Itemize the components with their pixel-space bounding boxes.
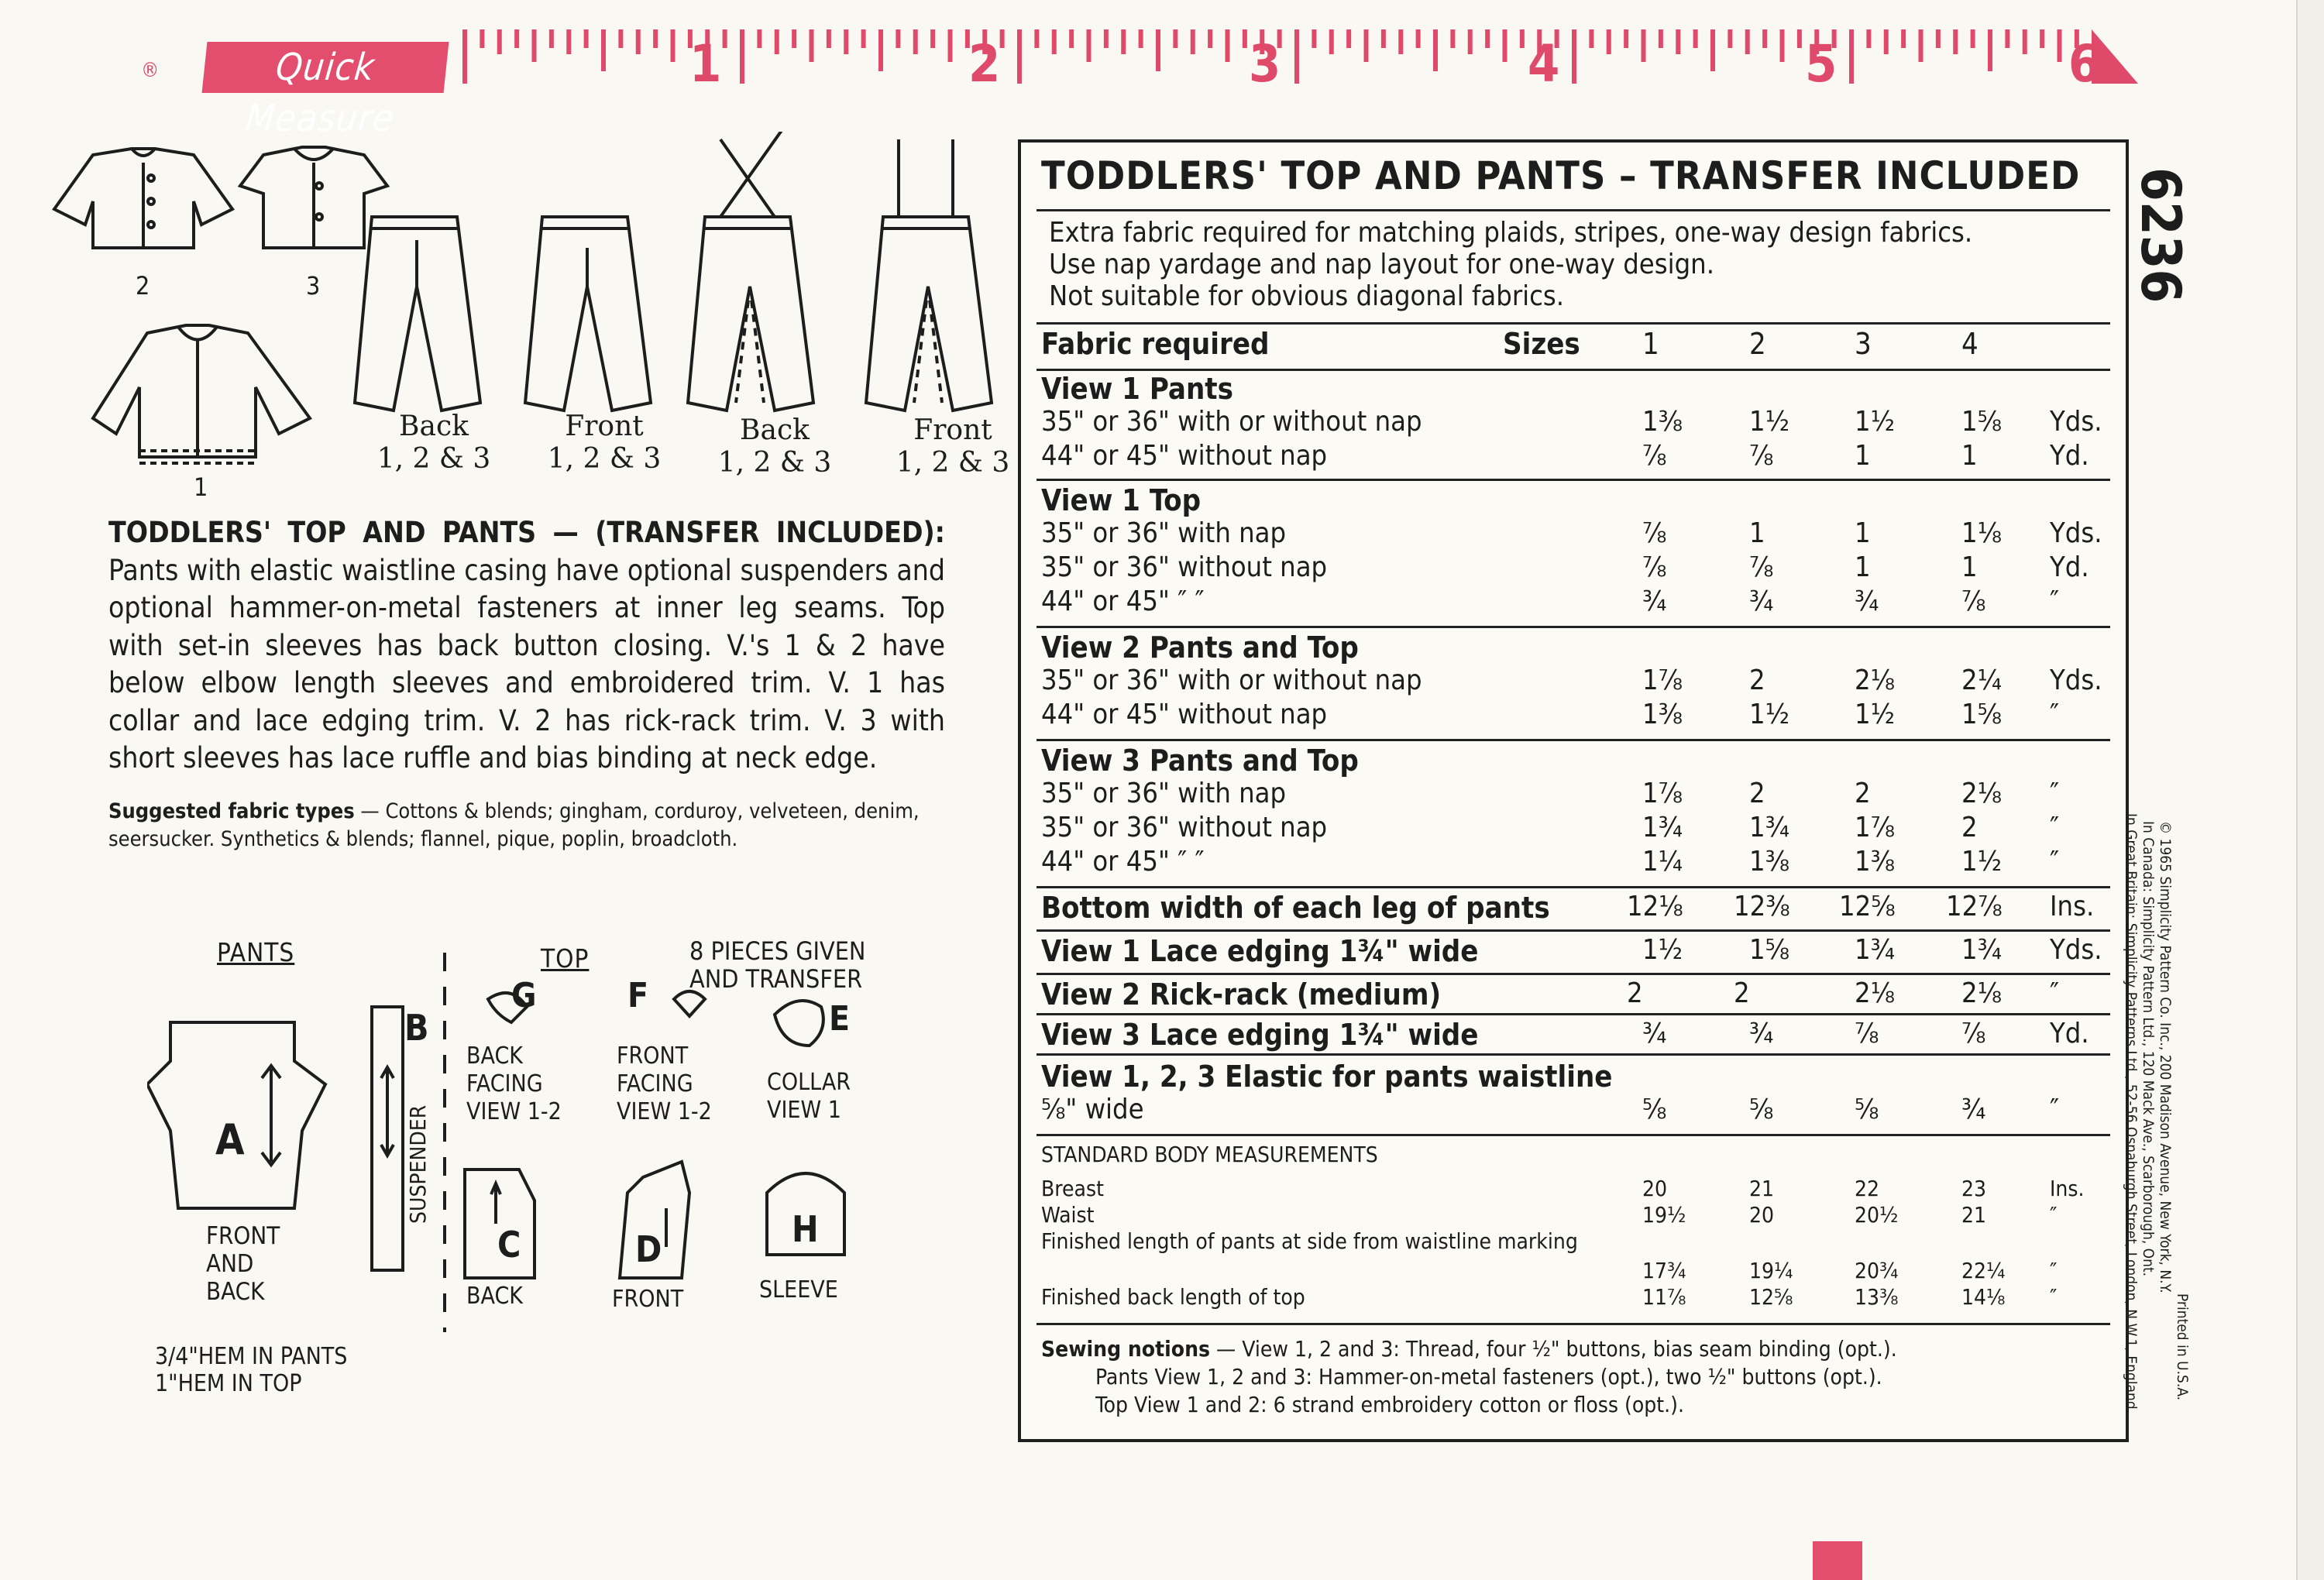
- piece-d-label: FRONT: [612, 1286, 684, 1313]
- piece-e-label: COLLAR VIEW 1: [767, 1069, 851, 1124]
- pants-header: PANTS: [217, 937, 295, 967]
- pattern-number: 6236: [2129, 167, 2192, 304]
- quick-measure-badge: Quick Measure: [202, 42, 449, 93]
- std-measurements-title: STANDARD BODY MEASUREMENTS: [1041, 1142, 1378, 1167]
- copyright-text: © 1965 Simplicity Pattern Co. Inc., 200 Madison Avenue, New York, N.Y.: [2157, 821, 2174, 1293]
- pants-label: Back 1, 2 & 3: [376, 410, 491, 475]
- suggested-fabrics: [108, 798, 945, 854]
- pieces-given: 8 PIECES GIVEN AND TRANSFER: [689, 936, 866, 994]
- section-view2: View 2 Pants and Top: [1041, 630, 1359, 665]
- ruler-number: 6: [2068, 34, 2101, 94]
- ruler-number: 3: [1249, 34, 1281, 94]
- pants-label: Back 1, 2 & 3: [717, 414, 832, 479]
- piece-e-shape: [775, 1001, 823, 1046]
- piece-d-letter: D: [635, 1228, 662, 1270]
- piece-a-label: FRONT AND BACK: [206, 1222, 280, 1306]
- piece-h-label: SLEEVE: [759, 1276, 838, 1304]
- view-number: 2: [136, 271, 150, 301]
- section-view1-pants: View 1 Pants: [1041, 372, 1233, 406]
- description-lead: TODDLERS' TOP AND PANTS — (TRANSFER INCLUDED):: [108, 516, 945, 549]
- piece-c-label: BACK: [466, 1283, 523, 1310]
- suspender-pants-back-sketch: [688, 132, 813, 410]
- section-view1-top: View 1 Top: [1041, 483, 1202, 517]
- top-view-2-sketch: [54, 149, 232, 248]
- sewing-notions: Sewing notions — View 1, 2 and 3: Thread, four ½" buttons, bias seam binding (opt.). Pants View 1, 2 and 3: Hammer-on-metal fasteners (opt.), two ½" buttons (opt.). Top View 1 and 2: 6 strand embroidery cotton or floss (opt.).: [1041, 1336, 1897, 1417]
- quick-measure-ruler: [0, 14, 2138, 140]
- piece-c-letter: C: [497, 1224, 521, 1266]
- envelope-tab: [1813, 1541, 1862, 1580]
- envelope-edge: [2296, 0, 2324, 1580]
- piece-h-letter: H: [792, 1208, 819, 1250]
- pants-label: Front 1, 2 & 3: [547, 410, 662, 475]
- table-row-pants-length-label: Finished length of pants at side from waistline marking: [1041, 1228, 1578, 1254]
- ruler-number: 1: [689, 34, 722, 94]
- section-view3: View 3 Pants and Top: [1041, 744, 1359, 778]
- piece-a-letter: A: [215, 1115, 245, 1164]
- hem-notes: 3/4"HEM IN PANTS 1"HEM IN TOP: [155, 1343, 348, 1397]
- chart-title: TODDLERS' TOP AND PANTS – TRANSFER INCLUDED: [1041, 153, 2081, 198]
- printed-in: Printed in U.S.A.: [2174, 1293, 2191, 1401]
- piece-f-shape: [674, 991, 705, 1016]
- piece-f-letter: F: [627, 976, 649, 1015]
- pattern-pieces: [147, 929, 922, 1410]
- top-view-3-sketch: [240, 147, 387, 248]
- pants-front-sketch: [525, 217, 651, 410]
- view-number: 3: [306, 271, 321, 301]
- fabric-intro: Extra fabric required for matching plaids, stripes, one-way design fabrics. Use nap yardage and nap layout for one-way design. Not suitable for obvious diagonal fabrics.: [1049, 217, 1973, 312]
- piece-b-letter: B: [404, 1007, 429, 1049]
- piece-b-label: SUSPENDER: [405, 1104, 431, 1224]
- yardage-chart: TODDLERS' TOP AND PANTS – TRANSFER INCLUDED Extra fabric required for matching plaids, stripes, one-way design fabrics. Use nap yardage and nap layout for one-way design. Not suitable for obvious diagonal fabrics. Fabric required Sizes 1 2 3 4 View 1 Pants 35" or 36" with or without nap 1⅜ 1½ 1½ 1⅝ Yds. 44" or 45" without nap ⅞ ⅞ 1 1 Yd. View 1 Top 35" or 36" with nap ⅞ 1 1 1⅛ Yds. 35" or 36" without nap ⅞ ⅞ 1 1 Yd. 44" or 45" ″ ″ ¾ ¾ ¾ ⅞ ″ View 2 Pants and Top 35" or 36" with or without nap 1⅞ 2 2⅛ 2¼ Yds. 44" or 45" without nap 1⅜ 1½ 1½ 1⅝ ″ View 3 Pants and Top 35" or 36" with nap 1⅞ 2 2 2⅛ ″ 35" or 36" without nap 1¾ 1¾ 1⅞ 2 ″ 44" or 45" ″ ″ 1¼ 1⅜ 1⅜ 1½ ″ Bottom width of each leg of pants 12⅛ 12⅜ 12⅝ 12⅞ Ins. View 1 Lace edging 1¾" wide 1½ 1⅝ 1¾ 1¾ Yds. View 2 Rick-rack (medium) 2 2 2⅛ 2⅛ ″ View 3 Lace edging 1¾" wide ¾ ¾ ⅞ ⅞ Yd. View 1, 2, 3 Elastic for pants waistline ⅝" wide ⅝ ⅝ ⅝ ¾ ″ STANDARD BODY MEASUREMENTS Breast 20 21 22 23 Ins. Waist 19½ 20 20½ 21 ″ Finished length of pants at side from waistline marking 17¾ 19¼ 20¾ 22¼ ″ Finished back length of top 11⅞ 12⅝ 13⅜ 14⅛ ″ Sewing notions — View 1, 2 and 3: Thread, four ½" buttons, bias seam binding (opt.). Pants View 1, 2 and 3: Hammer-on-metal fasteners (opt.), two ½" buttons (opt.). Top View 1 and 2: 6 strand embroidery cotton or floss (opt.).: [1018, 139, 2129, 1442]
- pants-label: Front 1, 2 & 3: [896, 414, 1010, 479]
- top-view-1-sketch: [93, 325, 310, 463]
- piece-e-letter: E: [829, 999, 851, 1039]
- view-illustrations: [46, 132, 1023, 502]
- pants-back-sketch: [355, 217, 480, 410]
- britain-address: In Great Britain: Simplicity Patterns Ltd., 52-56 Osnaburgh Street, London, N.W.1, England.: [2123, 813, 2140, 1414]
- suspender-pants-front-sketch: [866, 139, 992, 410]
- ruler-number: 2: [968, 34, 1001, 94]
- registered-mark: ®: [141, 59, 160, 82]
- view-number: 1: [194, 472, 208, 502]
- fabric-body: — Cottons & blends; gingham, corduroy, velveteen, denim, seersucker. Synthetics & blends; flannel, pique, poplin, broadcloth.: [108, 799, 920, 851]
- piece-g-letter: G: [511, 976, 537, 1015]
- canada-address: In Canada: Simplicity Pattern Ltd., 120 Mack Ave., Scarborough, Ont.: [2140, 821, 2157, 1277]
- fabric-lead: Suggested fabric types: [108, 799, 355, 823]
- pattern-description: [108, 514, 945, 778]
- piece-g-label: BACK FACING VIEW 1-2: [466, 1042, 562, 1125]
- ruler-number: 4: [1528, 34, 1560, 94]
- ruler-number: 5: [1805, 34, 1838, 94]
- top-header: TOP: [541, 943, 590, 974]
- piece-f-label: FRONT FACING VIEW 1-2: [617, 1042, 712, 1125]
- description-body: Pants with elastic waistline casing have optional suspenders and optional hammer-on-metal fasteners at inner leg seams. Top with set-in sleeves has back button closing. V.'s 1 & 2 have below elbow length sleeves and embroidered trim. V. 1 has collar and lace edging trim. V. 2 has rick-rack trim. V. 3 with short sleeves has lace ruffle and bias binding at neck edge.: [108, 553, 945, 775]
